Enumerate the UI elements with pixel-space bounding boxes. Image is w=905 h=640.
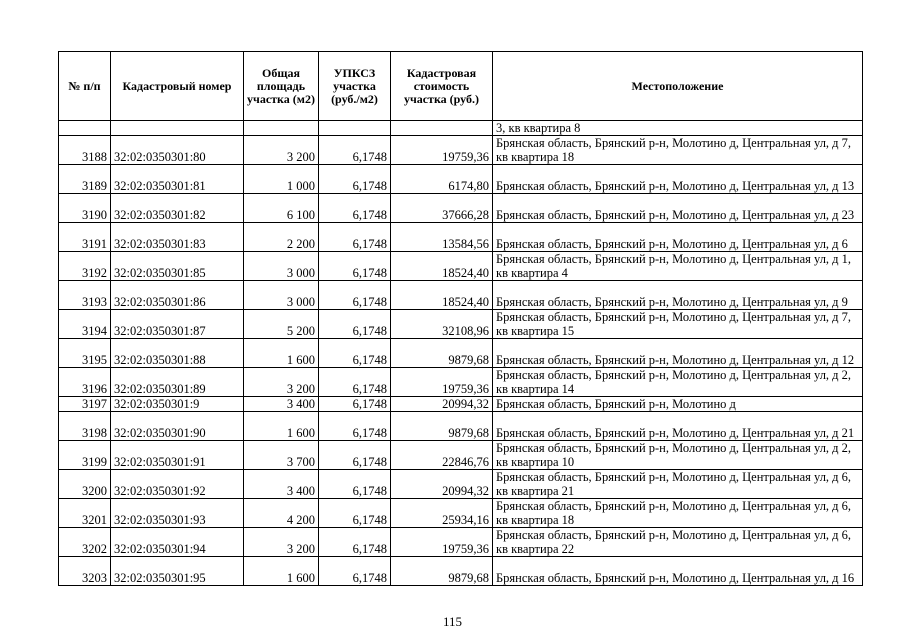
cell-cost: 9879,68 [391, 339, 493, 368]
header-area: Общая площадь участка (м2) [244, 52, 319, 121]
header-location: Местоположение [493, 52, 863, 121]
cell-area: 3 200 [244, 528, 319, 557]
cell-cadastral: 32:02:0350301:91 [111, 441, 244, 470]
cell-location: Брянская область, Брянский р-н, Молотино д, Центральная ул, д 1, кв квартира 4 [493, 252, 863, 281]
cell-upksz: 6,1748 [319, 136, 391, 165]
cell-cost: 18524,40 [391, 252, 493, 281]
cell-location: Брянская область, Брянский р-н, Молотино д, Центральная ул, д 6, кв квартира 22 [493, 528, 863, 557]
table-row [59, 281, 863, 310]
cell-location: Брянская область, Брянский р-н, Молотино д, Центральная ул, д 6, кв квартира 18 [493, 499, 863, 528]
cell-area: 3 200 [244, 136, 319, 165]
cell-area: 4 200 [244, 499, 319, 528]
cell-area: 3 400 [244, 397, 319, 412]
cell-num: 3191 [59, 223, 111, 252]
cell-location: Брянская область, Брянский р-н, Молотино д, Центральная ул, д 7, кв квартира 15 [493, 310, 863, 339]
cell-cadastral: 32:02:0350301:94 [111, 528, 244, 557]
cell-location: Брянская область, Брянский р-н, Молотино д, Центральная ул, д 2, кв квартира 10 [493, 441, 863, 470]
cell-cadastral: 32:02:0350301:86 [111, 281, 244, 310]
cell-cadastral: 32:02:0350301:95 [111, 557, 244, 586]
cell-num: 3192 [59, 252, 111, 281]
cell-cadastral: 32:02:0350301:85 [111, 252, 244, 281]
cell-cost: 22846,76 [391, 441, 493, 470]
table-row [59, 528, 863, 557]
cell-num: 3197 [59, 397, 111, 412]
cell-cost: 20994,32 [391, 397, 493, 412]
cell-cost: 25934,16 [391, 499, 493, 528]
cell-cadastral: 32:02:0350301:88 [111, 339, 244, 368]
cell-cost: 18524,40 [391, 281, 493, 310]
cell-num: 3200 [59, 470, 111, 499]
cell-num: 3201 [59, 499, 111, 528]
cell-cost: 9879,68 [391, 412, 493, 441]
cell-location: Брянская область, Брянский р-н, Молотино д, Центральная ул, д 13 [493, 165, 863, 194]
cell-location: Брянская область, Брянский р-н, Молотино д, Центральная ул, д 9 [493, 281, 863, 310]
cell-location: Брянская область, Брянский р-н, Молотино д, Центральная ул, д 2, кв квартира 14 [493, 368, 863, 397]
cell-num: 3199 [59, 441, 111, 470]
cell-location: 3, кв квартира 8 [493, 121, 863, 136]
header-cadastral-cost: Кадастровая стоимость участка (руб.) [391, 52, 493, 121]
cell-location: Брянская область, Брянский р-н, Молотино д [493, 397, 863, 412]
cell-location: Брянская область, Брянский р-н, Молотино д, Центральная ул, д 12 [493, 339, 863, 368]
cell-num: 3198 [59, 412, 111, 441]
cell-num [59, 121, 111, 136]
cell-location: Брянская область, Брянский р-н, Молотино д, Центральная ул, д 7, кв квартира 18 [493, 136, 863, 165]
cell-area [244, 121, 319, 136]
cell-cadastral: 32:02:0350301:9 [111, 397, 244, 412]
cell-cadastral [111, 121, 244, 136]
table-row [59, 223, 863, 252]
cell-num: 3188 [59, 136, 111, 165]
cell-num: 3190 [59, 194, 111, 223]
cell-area: 2 200 [244, 223, 319, 252]
cell-cost: 19759,36 [391, 136, 493, 165]
cell-area: 1 000 [244, 165, 319, 194]
table-header-row [59, 52, 863, 121]
cell-cadastral: 32:02:0350301:93 [111, 499, 244, 528]
header-num: № п/п [59, 52, 111, 121]
table-row [59, 194, 863, 223]
table-row [59, 136, 863, 165]
continuation-row [59, 121, 863, 136]
cell-num: 3194 [59, 310, 111, 339]
cell-area: 6 100 [244, 194, 319, 223]
cell-location: Брянская область, Брянский р-н, Молотино д, Центральная ул, д 16 [493, 557, 863, 586]
cell-num: 3196 [59, 368, 111, 397]
page-number: 115 [442, 614, 463, 629]
cell-area: 1 600 [244, 557, 319, 586]
cell-cadastral: 32:02:0350301:89 [111, 368, 244, 397]
cell-cost: 19759,36 [391, 368, 493, 397]
cell-area: 1 600 [244, 339, 319, 368]
table-row [59, 557, 863, 586]
cell-location: Брянская область, Брянский р-н, Молотино д, Центральная ул, д 6, кв квартира 21 [493, 470, 863, 499]
cell-cost: 9879,68 [391, 557, 493, 586]
cell-cost: 19759,36 [391, 528, 493, 557]
cell-location: Брянская область, Брянский р-н, Молотино д, Центральная ул, д 21 [493, 412, 863, 441]
table-row [59, 165, 863, 194]
cell-upksz: 6,1748 [319, 470, 391, 499]
cell-area: 5 200 [244, 310, 319, 339]
cell-cost: 13584,56 [391, 223, 493, 252]
table-row [59, 499, 863, 528]
table-row [59, 412, 863, 441]
cell-upksz: 6,1748 [319, 281, 391, 310]
cell-num: 3195 [59, 339, 111, 368]
header-upksz: УПКСЗ участка (руб./м2) [319, 52, 391, 121]
cell-area: 3 400 [244, 470, 319, 499]
cell-upksz: 6,1748 [319, 339, 391, 368]
cell-upksz: 6,1748 [319, 499, 391, 528]
cell-cadastral: 32:02:0350301:82 [111, 194, 244, 223]
table-row [59, 397, 863, 412]
cell-cost [391, 121, 493, 136]
header-cadastral-number: Кадастровый номер [111, 52, 244, 121]
cell-cadastral: 32:02:0350301:83 [111, 223, 244, 252]
cell-upksz [319, 121, 391, 136]
cadastral-table [58, 51, 863, 586]
cell-cadastral: 32:02:0350301:92 [111, 470, 244, 499]
cell-upksz: 6,1748 [319, 368, 391, 397]
cell-cadastral: 32:02:0350301:80 [111, 136, 244, 165]
cell-location: Брянская область, Брянский р-н, Молотино д, Центральная ул, д 23 [493, 194, 863, 223]
cell-area: 3 200 [244, 368, 319, 397]
cell-upksz: 6,1748 [319, 397, 391, 412]
cell-location: Брянская область, Брянский р-н, Молотино д, Центральная ул, д 6 [493, 223, 863, 252]
table-row [59, 368, 863, 397]
table-row [59, 310, 863, 339]
cell-num: 3202 [59, 528, 111, 557]
cell-cadastral: 32:02:0350301:87 [111, 310, 244, 339]
cell-upksz: 6,1748 [319, 223, 391, 252]
cell-upksz: 6,1748 [319, 528, 391, 557]
cell-upksz: 6,1748 [319, 310, 391, 339]
cell-area: 3 000 [244, 281, 319, 310]
cell-upksz: 6,1748 [319, 252, 391, 281]
cell-num: 3189 [59, 165, 111, 194]
cell-cost: 6174,80 [391, 165, 493, 194]
cell-area: 1 600 [244, 412, 319, 441]
cell-upksz: 6,1748 [319, 412, 391, 441]
cell-upksz: 6,1748 [319, 165, 391, 194]
cell-cadastral: 32:02:0350301:90 [111, 412, 244, 441]
cell-cadastral: 32:02:0350301:81 [111, 165, 244, 194]
cell-num: 3193 [59, 281, 111, 310]
cell-num: 3203 [59, 557, 111, 586]
cell-cost: 20994,32 [391, 470, 493, 499]
cell-cost: 32108,96 [391, 310, 493, 339]
cell-upksz: 6,1748 [319, 557, 391, 586]
cell-upksz: 6,1748 [319, 194, 391, 223]
cell-area: 3 000 [244, 252, 319, 281]
cell-cost: 37666,28 [391, 194, 493, 223]
cell-area: 3 700 [244, 441, 319, 470]
cell-upksz: 6,1748 [319, 441, 391, 470]
table-row [59, 339, 863, 368]
table-row [59, 441, 863, 470]
table-row [59, 252, 863, 281]
table-row [59, 470, 863, 499]
